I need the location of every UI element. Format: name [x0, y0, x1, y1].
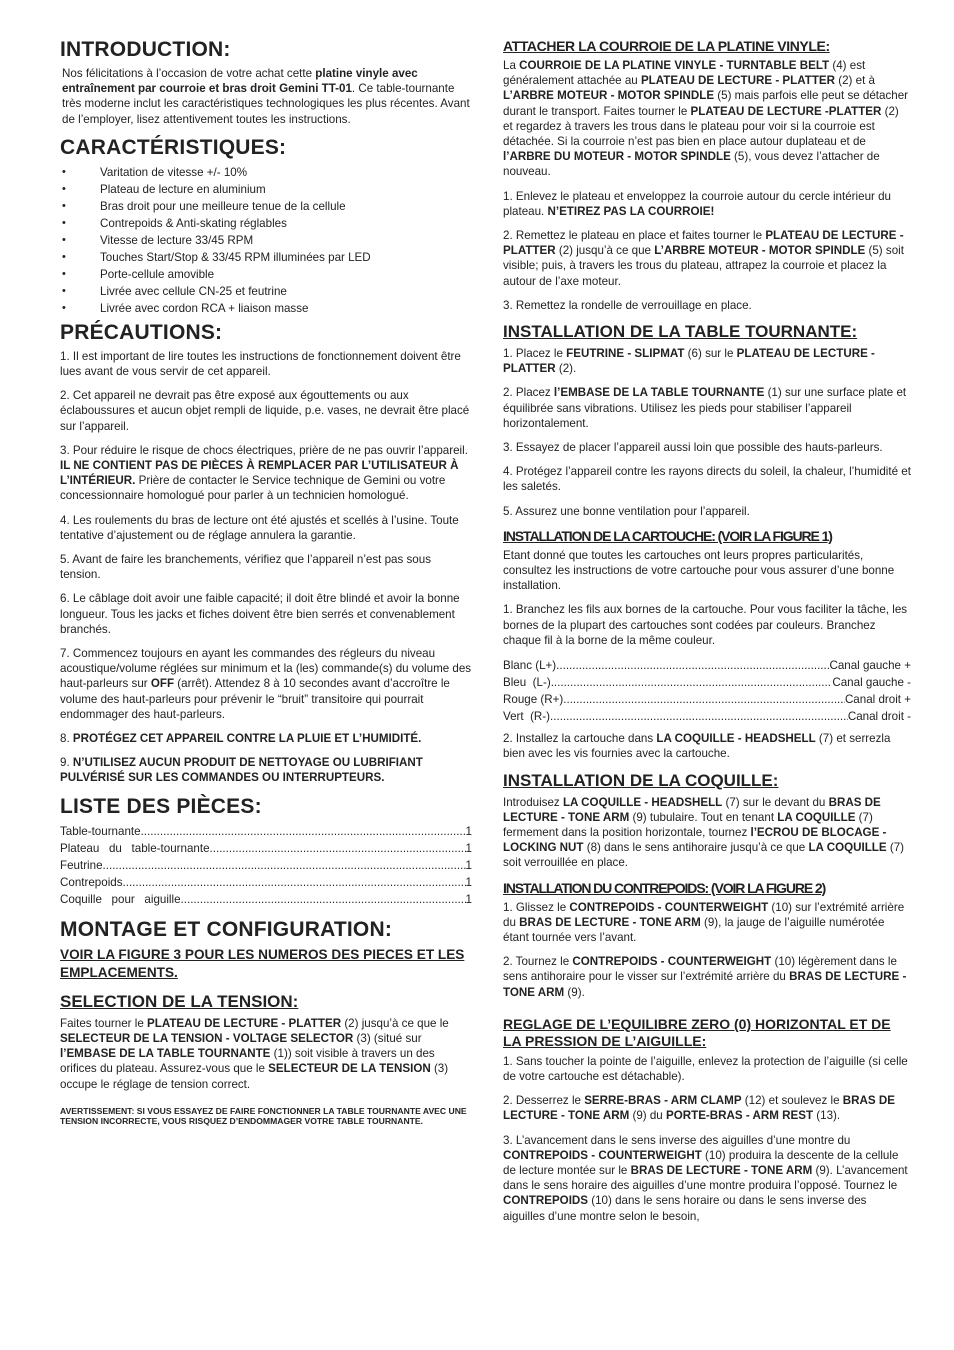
features-heading: CARACTÉRISTIQUES: [60, 135, 287, 159]
belt-step-1 [503, 189, 911, 219]
precaution-5: 5. Avant de faire les branchements, vérifiez que l’appareil n’est pas sous tension. [60, 553, 431, 582]
install-step-3: 3. Essayez de placer l’appareil aussi loin que possible des hauts-parleurs. [503, 441, 883, 455]
text-segment: (5) soit visible; puis, à travers les trous du plateau, attrapez la courroie et placez la autour de l’axe moteur. [503, 244, 904, 288]
text-segment: 1. Placez le [503, 347, 567, 361]
install-step-1 [503, 346, 911, 376]
feature-item: • Vitesse de lecture 33/45 RPM [60, 232, 472, 249]
bold-term: LA COQUILLE [777, 810, 856, 824]
tension-heading: SELECTION DE LA TENSION: [60, 991, 299, 1011]
item-label: Table-tournante [60, 824, 141, 838]
text-segment: 8. [60, 732, 73, 746]
bold-term: BRAS DE LECTURE - TONE ARM [630, 1163, 813, 1177]
bold-term: LA COQUILLE [808, 841, 887, 855]
text-segment: (7) sur le devant du [722, 795, 829, 809]
bold-term: SELECTEUR DE LA TENSION [268, 1062, 431, 1076]
text-segment: 2. Tournez le [503, 955, 573, 969]
text-segment: La [503, 59, 520, 72]
text-segment: Introduisez [503, 795, 563, 809]
text-segment: (7) fermement dans la position horizontale, tournez [503, 810, 873, 839]
text-segment: (7) soit verrouillée en place. [503, 841, 904, 870]
feature-item: • Varitation de vitesse +/- 10% [60, 164, 472, 181]
dot-leader [556, 657, 829, 674]
bold-term: FEUTRINE - SLIPMAT [566, 347, 685, 361]
item-label: Coquille pour aiguille [60, 892, 181, 906]
zero-balance-step-3 [503, 1133, 911, 1224]
item-value: 1 [465, 841, 472, 855]
bold-term: L’ARBRE MOTEUR - MOTOR SPINDLE [654, 244, 866, 258]
precaution-7 [60, 646, 472, 722]
text-segment: 1. Enlevez le plateau et enveloppez la courroie autour du cercle intérieur du plateau. [503, 189, 891, 218]
item-value: 1 [465, 824, 472, 838]
feature-item: • Porte-cellule amovible [60, 266, 472, 283]
introduction-text [60, 66, 472, 127]
bold-term: COURROIE DE LA PLATINE VINYLE - TURNTABLE BELT [519, 59, 830, 72]
bold-term: PLATEAU DE LECTURE -PLATTER [503, 347, 875, 376]
bold-term: BRAS DE LECTURE - TONE ARM [503, 795, 881, 824]
dot-leader [563, 691, 845, 708]
install-step-5: 5. Assurez une bonne ventilation pour l’appareil. [503, 504, 750, 518]
headshell-heading: INSTALLATION DE LA COQUILLE: [503, 770, 779, 790]
feature-item: • Plateau de lecture en aluminium [60, 181, 472, 198]
counterweight-heading: INSTALLATION DU CONTREPOIDS: (VOIR LA FIGURE 2) [503, 879, 826, 896]
bold-term: l’EMBASE DE LA TABLE TOURNANTE [60, 1047, 271, 1061]
text-segment: (9) tubulaire. Tout en tenant [629, 810, 778, 824]
bold-term: CONTREPOIDS - COUNTERWEIGHT [569, 900, 769, 914]
item-label: Bleu (L-) [503, 676, 551, 690]
bold-term: BRAS DE LECTURE - TONE ARM [503, 1094, 895, 1123]
bold-term: L’ARBRE MOTEUR - MOTOR SPINDLE [503, 89, 715, 103]
text-segment: Prière de contacter le Service technique de Gemini ou votre concessionnaire homologué pour parler à un technicien homologué. [60, 474, 446, 503]
text-segment: (2). [555, 362, 577, 376]
features-list [60, 164, 472, 317]
bold-term: PLATEAU DE LECTURE - PLATTER [147, 1016, 342, 1030]
dot-leader [181, 891, 466, 908]
bold-term: PORTE-BRAS - ARM REST [665, 1109, 814, 1123]
list-item [60, 823, 472, 840]
text-segment: (4) est généralement attachée au [503, 59, 866, 88]
text-segment: 2. Installez la cartouche dans [503, 732, 657, 746]
item-label: Rouge (R+) [503, 693, 564, 707]
belt-step-3: 3. Remettez la rondelle de verrouillage en place. [503, 298, 752, 312]
dot-leader [123, 874, 466, 891]
text-segment: . Ce table-tournante très moderne inclut les caractéristiques technologiques les plus récentes. Avant de l’employer, lisez attentivement toutes les instructions. [62, 82, 470, 126]
zero-balance-heading: REGLAGE DE L’EQUILIBRE ZERO (0) HORIZONTAL ET DE LA PRESSION DE L’AIGUILLE: [503, 1015, 891, 1049]
text-segment: (10) légèrement dans le sens antihoraire pour le visser sur l’extrémité arrière du [503, 955, 897, 984]
parts-list [60, 823, 472, 908]
item-value: Canal gauche - [832, 676, 911, 690]
bold-term: IL NE CONTIENT PAS DE PIÈCES À REMPLACER PAR L’UTILISATEUR À L’INTÉRIEUR. [60, 459, 459, 488]
text-segment: (2) et regardez à travers les trous dans le plateau pour voir si la courroie est détachée. Si la courroie n’est pas bien en place autour duplateau et de [503, 104, 899, 149]
belt-step-2 [503, 228, 911, 289]
text-segment: (10) dans le sens horaire ou dans le sens inverse des aiguilles d’une montre selon le besoin, [503, 1194, 867, 1223]
text-segment: Nos félicitations à l’occasion de votre achat cette [62, 67, 316, 80]
headshell-text [503, 795, 911, 871]
text-segment: (1) sur une surface plate et équilibrée sans vibrations. Utilisez les pieds pour stabiliser l’appareil horizontalement. [503, 386, 907, 430]
list-item [503, 691, 911, 708]
feature-item: • Livrée avec cellule CN-25 et feutrine [60, 283, 472, 300]
bold-term: N’UTILISEZ AUCUN PRODUIT DE NETTOYAGE OU LUBRIFIANT PULVÉRISÉ SUR LES COMMANDES OU INTERRUPTEURS. [60, 756, 423, 785]
text-segment: (9) du [629, 1109, 666, 1123]
cartridge-step-2 [503, 731, 911, 761]
counterweight-step-1 [503, 900, 911, 946]
list-item [503, 708, 911, 725]
list-item [60, 891, 472, 908]
list-item [60, 857, 472, 874]
precaution-2: 2. Cet appareil ne devrait pas être exposé aux égouttements ou aux éclaboussures et aucun objet rempli de liquide, p.e. vases, ne devrait être placé sur l’appareil. [60, 389, 470, 433]
bold-term: SERRE-BRAS - ARM CLAMP [584, 1094, 742, 1108]
list-item [60, 874, 472, 891]
text-segment: (2) jusqu’à ce que le [341, 1016, 449, 1030]
zero-balance-step-2 [503, 1093, 911, 1123]
text-segment: (13). [813, 1109, 841, 1123]
cartridge-step-1: 1. Branchez les fils aux bornes de la cartouche. Pour vous faciliter la tâche, les bornes de la plupart des cartouches sont codées par couleurs. Branchez chaque fil à la borne de la même couleur. [503, 603, 908, 647]
list-item [503, 657, 911, 674]
tension-text [60, 1016, 472, 1092]
precautions-heading: PRÉCAUTIONS: [60, 320, 223, 344]
bold-term: PLATEAU DE LECTURE - PLATTER [503, 229, 904, 258]
bold-term: l’ARBRE DU MOTEUR - MOTOR SPINDLE [503, 150, 731, 164]
item-value: Canal gauche + [829, 659, 911, 673]
list-item [503, 674, 911, 691]
bold-term: l’ECROU DE BLOCAGE - LOCKING NUT [503, 825, 887, 855]
install-heading: INSTALLATION DE LA TABLE TOURNANTE: [503, 322, 858, 342]
cartridge-intro: Etant donné que toutes les cartouches ont leurs propres particularités, consultez les instructions de votre cartouche pour vous assurer d’une bonne installation. [503, 548, 895, 593]
zero-balance-step-1: 1. Sans toucher la pointe de l’aiguille, enlevez la protection de l’aiguille (si celle de votre cartouche est détachable). [503, 1054, 908, 1083]
list-item [60, 840, 472, 857]
feature-item: • Livrée avec cordon RCA + liaison masse [60, 300, 472, 317]
right-column [503, 38, 911, 1233]
item-value: 1 [465, 858, 472, 872]
left-column [60, 38, 472, 1127]
text-segment: (1)) soit visible à travers un des orifices du plateau. Assurez-vous que le [60, 1047, 435, 1076]
parts-list-heading: LISTE DES PIÈCES: [60, 794, 262, 818]
precaution-9 [60, 755, 472, 785]
dot-leader [103, 857, 466, 874]
bold-term: PLATEAU DE LECTURE -PLATTER [690, 104, 882, 118]
warning-text: AVERTISSEMENT: SI VOUS ESSAYEZ DE FAIRE FONCTIONNER LA TABLE TOURNANTE AVEC UNE TENSION INCORRECTE, VOUS RISQUEZ D’ENDOMMAGER VOTRE TABLE TOURNANTE. [60, 1105, 467, 1127]
text-segment: 3. L’avancement dans le sens inverse des aiguilles d’une montre du [503, 1133, 851, 1147]
precaution-3 [60, 443, 472, 504]
precaution-8 [60, 731, 472, 746]
introduction-heading: INTRODUCTION: [60, 38, 231, 61]
cartridge-heading: INSTALLATION DE LA CARTOUCHE: (VOIR LA FIGURE 1) [503, 527, 832, 544]
montage-subheading: VOIR LA FIGURE 3 POUR LES NUMEROS DES PIECES ET LES EMPLACEMENTS. [60, 946, 465, 980]
text-segment: (8) dans le sens antihoraire jusqu’à ce que [583, 841, 809, 855]
dot-leader [141, 823, 466, 840]
bold-term: N’ETIREZ PAS LA COURROIE! [547, 204, 715, 218]
install-step-4: 4. Protégez l’appareil contre les rayons directs du soleil, la chaleur, l’humidité et les saletés. [503, 465, 911, 494]
wire-list [503, 657, 911, 725]
text-segment: 3. Pour réduire le risque de chocs électriques, prière de ne pas ouvrir l’appareil. [60, 443, 468, 457]
bold-term: CONTREPOIDS - COUNTERWEIGHT [572, 955, 772, 969]
item-value: 1 [465, 892, 472, 906]
bold-term: OFF [150, 677, 175, 691]
bold-term: PROTÉGEZ CET APPAREIL CONTRE LA PLUIE ET L’HUMIDITÉ. [72, 732, 422, 746]
item-label: Vert (R-) [503, 710, 551, 724]
feature-item: • Contrepoids & Anti-skating réglables [60, 215, 472, 232]
text-segment: (9). [564, 985, 585, 999]
text-segment: (10) produira la descente de la cellule de lecture montée sur le [503, 1148, 899, 1177]
text-segment: 9. [60, 756, 73, 770]
text-segment: (3) occupe le réglage de tension correct. [60, 1062, 449, 1091]
item-value: Canal droit + [844, 693, 911, 707]
dot-leader [550, 708, 848, 725]
item-label: Plateau du table-tournante [60, 841, 210, 855]
precaution-6: 6. Le câblage doit avoir une faible capacité; il doit être blindé et avoir la bonne longueur. Tous les jacks et fiches doivent être bien serrés et convenablement branchés. [60, 592, 460, 636]
bold-term: l’EMBASE DE LA TABLE TOURNANTE [553, 386, 765, 400]
bold-term: CONTREPOIDS - COUNTERWEIGHT [503, 1148, 702, 1162]
text-segment: (7) et serrezla bien avec les vis fournies avec la cartouche. [503, 732, 891, 761]
bold-term: CONTREPOIDS [503, 1194, 589, 1208]
bold-term: LA COQUILLE - HEADSHELL [562, 795, 723, 809]
text-segment: (arrêt). Attendez 8 à 10 secondes avant d’accroître le volume des haut-parleurs pour prévenir le “bruit” transitoire qui pourrait endommager des haut-parleurs. [60, 677, 450, 721]
item-value: Canal droit - [847, 710, 911, 724]
feature-item: • Touches Start/Stop & 33/45 RPM illuminées par LED [60, 249, 472, 266]
item-label: Blanc (L+) [503, 659, 557, 673]
item-label: Feutrine [60, 858, 103, 872]
text-segment: (12) et soulevez le [741, 1094, 843, 1108]
bold-term: BRAS DE LECTURE - TONE ARM [503, 970, 907, 999]
text-segment: Faites tourner le [60, 1016, 147, 1030]
text-segment: 7. Commencez toujours en ayant les commandes des régleurs du niveau acoustique/volume réglées sur minimum et la (les) commande(s) du volume des haut-parleurs sur [60, 647, 472, 691]
belt-heading: ATTACHER LA COURROIE DE LA PLATINE VINYLE: [503, 38, 830, 54]
text-segment: (2) jusqu’à ce que [555, 244, 655, 258]
dot-leader [551, 674, 833, 691]
text-segment: 2. Remettez le plateau en place et faites tourner le [503, 229, 766, 243]
dot-leader [210, 840, 466, 857]
text-segment: (5), vous devez l’attacher de nouveau. [503, 150, 880, 179]
bold-term: LA COQUILLE - HEADSHELL [656, 732, 816, 746]
feature-item: • Bras droit pour une meilleure tenue de la cellule [60, 198, 472, 215]
install-step-2 [503, 385, 911, 431]
precaution-1: 1. Il est important de lire toutes les instructions de fonctionnement doivent être lues avant de vous servir de cet appareil. [60, 349, 461, 379]
text-segment: (9), la jauge de l’aiguille numérotée étant tournée vers l’avant. [503, 915, 885, 944]
text-segment: (10) sur l’extrémité arrière du [503, 900, 905, 929]
text-segment: 2. Desserrez le [503, 1094, 585, 1108]
bold-term: platine vinyle avec entraînement par courroie et bras droit Gemini TT-01 [62, 67, 418, 96]
text-segment: (5) mais parfois elle peut se détacher durant le transport. Faites tourner le [503, 89, 909, 118]
montage-heading: MONTAGE ET CONFIGURATION: [60, 917, 393, 941]
text-segment: (9). L’avancement dans le sens horaire des aiguilles d’une montre produira l’opposé. Tournez le [503, 1163, 908, 1193]
bold-term: PLATEAU DE LECTURE - PLATTER [640, 74, 836, 88]
text-segment: 2. Placez [503, 386, 554, 400]
bold-term: SELECTEUR DE LA TENSION - VOLTAGE SELECTOR [60, 1031, 354, 1045]
item-value: 1 [465, 875, 472, 889]
bold-term: BRAS DE LECTURE - TONE ARM [519, 915, 701, 929]
text-segment: (3) (situé sur [353, 1031, 422, 1045]
text-segment: 1. Glissez le [503, 900, 570, 914]
precaution-4: 4. Les roulements du bras de lecture ont été ajustés et scellés à l’usine. Toute tentative d’ajustement ou de réglage annulera la garantie. [60, 513, 459, 542]
item-label: Contrepoids [60, 875, 123, 889]
belt-intro [503, 58, 911, 180]
text-segment: (6) sur le [684, 347, 737, 361]
counterweight-step-2 [503, 954, 911, 1000]
text-segment: (2) et à [835, 74, 875, 88]
